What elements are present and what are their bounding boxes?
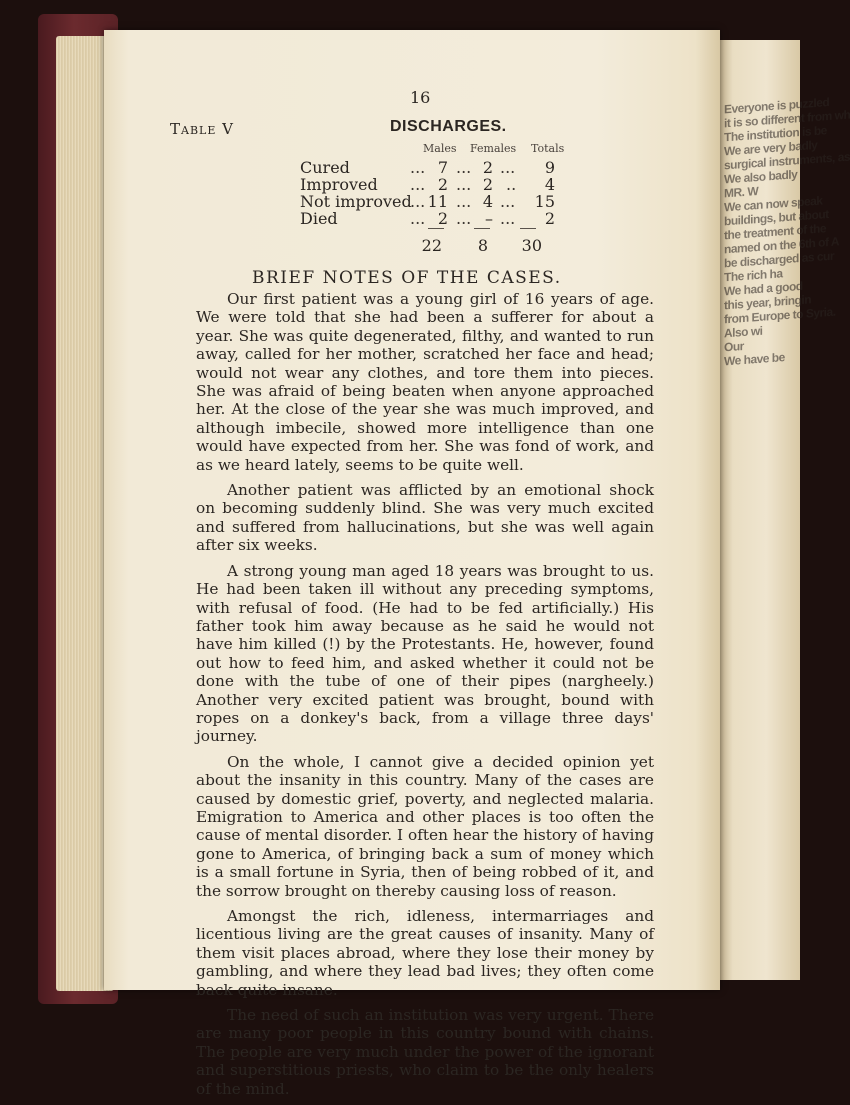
dot-leader: ... <box>456 209 472 228</box>
cell-females: – <box>485 209 493 228</box>
cell-totals: 2 <box>544 209 555 228</box>
cell-females: 2 <box>482 175 493 194</box>
table-title: DISCHARGES. <box>390 118 507 135</box>
dot-leader: ... <box>500 209 516 228</box>
cell-totals: 4 <box>544 175 555 194</box>
paragraph: A strong young man aged 18 years was brought to us. He had been taken ill without any preceding symptoms, with refusal of food. (He had to be fed artificially.) His father took him away because as he said he would not have him killed (!) by the Protestants. He, however, found out how to feed him, and asked whether it could not be done with the tube of one of their pipes (nargheely.) Another very excited patient was brought, bound with ropes on a donkey's back, from a village three days' journey. <box>196 561 654 746</box>
cell-males: 11 <box>427 192 448 211</box>
paragraph: Amongst the rich, idleness, intermarriages and licentious living are the great causes of insanity. Many of them visit places abroad, where they lose their money by gambling, and where they lead bad lives; they often come back quite insane. <box>196 907 654 999</box>
cell-females: 4 <box>482 192 493 211</box>
row-label: Not improved <box>300 192 412 211</box>
dot-leader: ... <box>410 158 426 177</box>
dot-leader: ... <box>410 209 426 228</box>
section-heading: BRIEF NOTES OF THE CASES. <box>252 268 562 288</box>
sum-totals: 30 <box>521 236 542 255</box>
page-number: 16 <box>410 88 431 107</box>
dot-leader: .. <box>506 175 517 194</box>
cell-males: 2 <box>437 175 448 194</box>
sum-rule <box>474 228 490 229</box>
paragraph: The need of such an institution was very urgent. There are many poor people in this country bound with chains. The people are very much under the power of the ignorant and superstitious priests, who claim to be the only healers of the mind. <box>196 1006 654 1098</box>
dot-leader: ... <box>410 175 426 194</box>
cell-males: 2 <box>437 209 448 228</box>
facing-page <box>716 40 850 980</box>
table-label: Table V <box>170 120 234 138</box>
dot-leader: ... <box>410 192 426 211</box>
column-header-females: Females <box>470 142 517 155</box>
row-label: Cured <box>300 158 350 177</box>
sum-rule <box>520 228 536 229</box>
cell-totals: 9 <box>544 158 555 177</box>
paragraph: Our first patient was a young girl of 16 years of age. We were told that she had been a sufferer for about a year. She was quite degenerated, filthy, and wanted to run away, called for her mother, scratched her face and head; would not wear any clothes, and tore them into pieces. She was afraid of being beaten when anyone approached her. At the close of the year she was much improved, and although imbecile, showed more intelligence than one would have expected from her. She was fond of work, and as we heard lately, seems to be quite well. <box>196 290 654 474</box>
sum-males: 22 <box>421 236 442 255</box>
cell-females: 2 <box>482 158 493 177</box>
sum-rule <box>428 228 444 229</box>
dot-leader: ... <box>456 175 472 194</box>
dot-leader: ... <box>456 158 472 177</box>
column-header-males: Males <box>423 142 457 155</box>
row-label: Improved <box>300 175 378 194</box>
dot-leader: ... <box>456 192 472 211</box>
cell-males: 7 <box>437 158 448 177</box>
body-text <box>196 290 654 1105</box>
row-label: Died <box>300 209 338 228</box>
paragraph: On the whole, I cannot give a decided opinion yet about the insanity in this country. Many of the cases are caused by domestic grief, poverty, and neglected malaria. Emigration to America and other places is too often the cause of mental disorder. I often hear the history of having gone to America, of bringing back a sum of money which is a small fortune in Syria, then of being robbed of it, and the sorrow brought on thereby causing loss of reason. <box>196 752 654 900</box>
facing-page-text: Everyone is puzzled it is so different from wh The institution is be We are very badly surgical instruments, as We also badly MR. W We can now speak buildings, but about the treatment of the named on the 6th of A be discharged as cur The rich ha We had a good this year, bringin from Europe to Syria. Also wi Our We have be <box>724 95 850 369</box>
dot-leader: ... <box>500 192 516 211</box>
column-header-totals: Totals <box>531 142 565 155</box>
cell-totals: 15 <box>534 192 555 211</box>
dot-leader: ... <box>500 158 516 177</box>
paragraph: Another patient was afflicted by an emotional shock on becoming suddenly blind. She was very much excited and suffered from hallucinations, but she was well again after six weeks. <box>196 481 654 555</box>
sum-females: 8 <box>477 236 488 255</box>
